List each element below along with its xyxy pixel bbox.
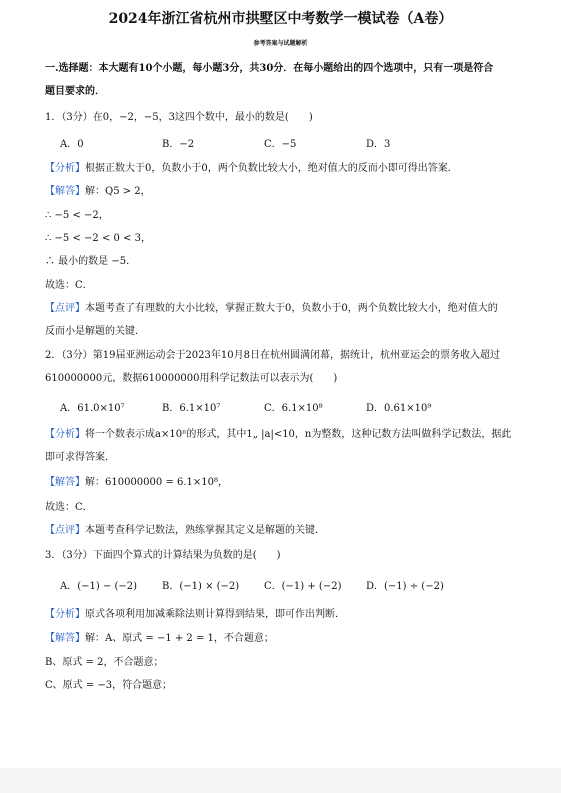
q1-option-c: C．−5: [264, 139, 297, 150]
q1-solution-text: 解：Q5 > 2，: [85, 186, 151, 197]
q2-stem-line1: 2．（3分）第19届亚洲运动会于2023年10月8日在杭州圆满闭幕，据统计，杭州亚运会的票务收入超过: [45, 350, 500, 361]
solution-tag: 【解答】: [45, 477, 85, 488]
q1-option-b: B．−2: [162, 139, 195, 150]
q3-solution: [45, 632, 274, 646]
q1-step1: ∴ −5 < −2，: [45, 210, 109, 221]
q2-analysis-line2: 即可求得答案．: [45, 452, 115, 463]
q2-option-d: D．0.61×10⁹: [366, 403, 432, 414]
q1-options: [60, 138, 468, 152]
q1-stem: 1．（3分）在0，−2，−5，3这四个数中，最小的数是( ): [45, 112, 313, 123]
q1-answer: 故选：C．: [45, 280, 93, 291]
q1-analysis-text: 根据正数大于0，负数小于0，两个负数比较大小，绝对值大的反而小即可得出答案．: [85, 163, 458, 174]
q3-options: [60, 580, 468, 594]
analysis-tag: 【分析】: [45, 609, 85, 620]
q2-option-c: C．6.1×10⁸: [264, 403, 323, 414]
analysis-tag: 【分析】: [45, 429, 85, 440]
q3-option-b: B．(−1) × (−2): [162, 581, 240, 592]
analysis-tag: 【分析】: [45, 163, 85, 174]
q1-comment-line2: 反而小是解题的关键．: [45, 326, 145, 337]
q3-stem: 3．（3分）下面四个算式的计算结果为负数的是( ): [45, 550, 281, 561]
q2-comment-text: 本题考查科学记数法，熟练掌握其定义是解题的关键．: [85, 525, 325, 536]
q2-comment: [45, 524, 325, 538]
q3-option-d: D．(−1) ÷ (−2): [366, 581, 444, 592]
q1-step3: ∴ 最小的数是 −5．: [45, 256, 137, 267]
q3-analysis-text: 原式各项利用加减乘除法则计算得到结果，即可作出判断．: [85, 609, 345, 620]
q3-analysis: [45, 608, 345, 622]
comment-tag: 【点评】: [45, 303, 85, 314]
q1-comment: [45, 302, 498, 316]
page-subtitle: 参考答案与试题解析: [253, 40, 308, 47]
q1-step2: ∴ −5 < −2 < 0 < 3，: [45, 233, 151, 244]
viewer-bottom-band: [0, 768, 561, 793]
q1-comment-text: 本题考查了有理数的大小比较，掌握正数大于0，负数小于0，两个负数比较大小，绝对值大的: [85, 303, 498, 314]
q3-step-c: C、原式 = −3，符合题意；: [45, 680, 173, 691]
solution-tag: 【解答】: [45, 186, 85, 197]
q2-option-b: B．6.1×10⁷: [162, 403, 221, 414]
q2-analysis-text: 将一个数表示成a×10ⁿ的形式，其中1„ |a|<10，n为整数，这种记数方法叫做科学记数法，据此: [85, 429, 512, 440]
section-heading-line2: 题目要求的．: [45, 86, 105, 97]
q1-solution: [45, 185, 151, 199]
q1-analysis: [45, 162, 458, 176]
comment-tag: 【点评】: [45, 525, 85, 536]
q2-answer: 故选：C．: [45, 502, 93, 513]
q3-solution-text: 解：A、原式 = −1 + 2 = 1，不合题意；: [85, 633, 274, 644]
q1-option-d: D．3: [366, 139, 391, 150]
q2-options: [60, 402, 468, 416]
q2-solution: [45, 476, 228, 490]
q2-solution-text: 解：610000000 = 6.1×10⁸，: [85, 477, 229, 488]
q2-stem-line2: 610000000元，数据610000000用科学记数法可以表示为( ): [45, 373, 338, 384]
q3-option-c: C．(−1) + (−2): [264, 581, 342, 592]
q3-step-b: B、原式 = 2，不合题意；: [45, 657, 164, 668]
q2-option-a: A．61.0×10⁷: [60, 403, 125, 414]
section-heading-line1: 一.选择题：本大题有10个小题，每小题3分，共30分．在每小题给出的四个选项中，只有一项是符合: [45, 63, 494, 74]
q2-analysis: [45, 428, 511, 442]
q1-option-a: A．0: [60, 139, 84, 150]
q3-option-a: A．(−1) − (−2): [60, 581, 138, 592]
page-title: 2024年浙江省杭州市拱墅区中考数学一模试卷（A卷）: [108, 11, 453, 27]
solution-tag: 【解答】: [45, 633, 85, 644]
